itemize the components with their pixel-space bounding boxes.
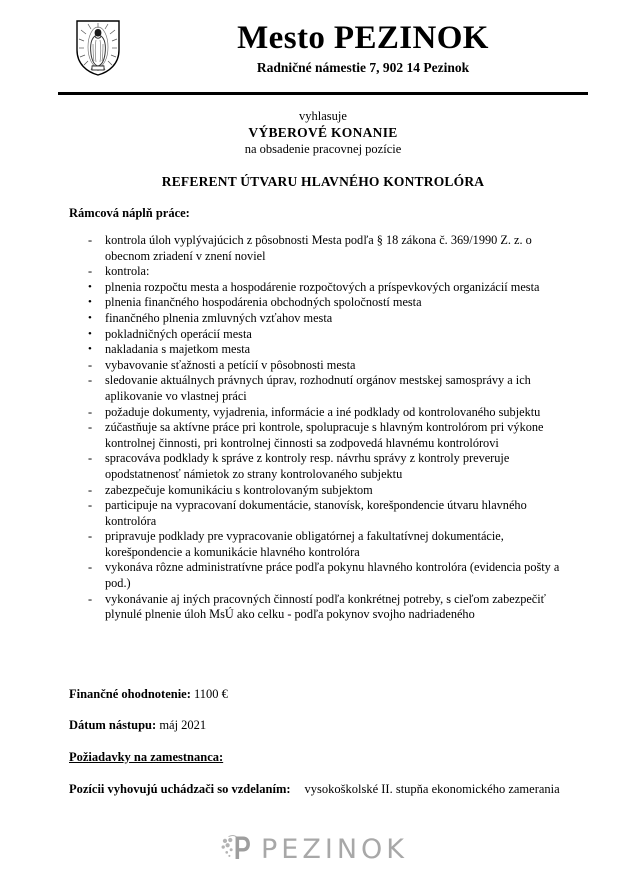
letterhead-text — [138, 18, 588, 77]
announcement-line-2: VÝBEROVÉ KONANIE — [248, 125, 398, 140]
announcement-block — [58, 108, 588, 157]
bullet-marker: • — [88, 311, 92, 324]
duty-item — [69, 311, 569, 327]
duty-text: finančného plnenia zmluvných vzťahov mesta — [105, 310, 333, 325]
duty-item — [69, 451, 569, 482]
requirements-label: Pozícii vyhovujú uchádzači so vzdelaním: — [69, 782, 291, 796]
bullet-marker: • — [88, 327, 92, 340]
dash-marker: - — [88, 482, 93, 497]
dash-marker: - — [88, 233, 93, 247]
duty-text: plnenia rozpočtu mesta a hospodárenie rozpočtových a príspevkových organizácií mesta — [105, 279, 540, 294]
position-title: REFERENT ÚTVARU HLAVNÉHO KONTROLÓRA — [161, 174, 485, 189]
duty-item — [69, 560, 569, 591]
city-title: Mesto PEZINOK — [237, 20, 489, 56]
requirements-heading: Požiadavky na zamestnanca: — [69, 750, 224, 764]
duty-text: pokladničných operácií mesta — [105, 326, 252, 341]
start-date-line — [69, 717, 206, 733]
duty-item — [69, 498, 569, 529]
footer-wordmark: PEZINOK — [261, 834, 408, 865]
dash-marker: - — [88, 498, 93, 513]
duties-list — [69, 233, 569, 623]
duty-item — [69, 405, 569, 421]
bullet-marker: • — [88, 280, 92, 293]
duty-item — [69, 420, 569, 451]
start-date-label: Dátum nástupu: — [69, 718, 157, 732]
requirements-value: vysokoškolské II. stupňa ekonomického zamerania — [304, 782, 560, 796]
duty-item — [69, 373, 569, 404]
duty-text: nakladania s majetkom mesta — [105, 342, 251, 357]
duty-text: vykonávanie aj iných pracovných činností podľa konkrétnej potreby, s cieľom zabezpečiť plynulé plnenie úloh MsÚ ako celku - podľa pokynov svojho nadriadeného — [105, 591, 546, 622]
duty-text: kontrola: — [105, 264, 150, 279]
city-address: Radničné námestie 7, 902 14 Pezinok — [256, 60, 470, 75]
bullet-marker: • — [88, 296, 92, 309]
announcement-line-3: na obsadenie pracovnej pozície — [244, 142, 402, 156]
duty-item — [69, 327, 569, 343]
duty-item — [69, 295, 569, 311]
dash-marker: - — [88, 357, 93, 372]
duty-text: plnenia finančného hospodárenia obchodných spoločností mesta — [105, 295, 422, 310]
dash-marker: - — [88, 560, 93, 575]
duty-item — [69, 280, 569, 296]
requirements-paragraph — [69, 781, 569, 798]
duty-text: participuje na vypracovaní dokumentácie, stanovísk, korešpondencie útvaru hlavného kontrolóra — [105, 498, 527, 528]
pezinok-grape-p-logo-icon — [221, 834, 251, 866]
duties-heading: Rámcová náplň práce: — [69, 206, 190, 220]
start-date-value: máj 2021 — [159, 718, 207, 732]
duty-item — [69, 342, 569, 358]
duty-text: spracováva podklady k správe z kontroly resp. návrhu správy z kontroly preveruje opodstatnenosť námietok zo strany kontrolovaného subjektu — [105, 451, 510, 481]
duty-text: kontrola úloh vyplývajúcich z pôsobnosti Mesta podľa § 18 zákona č. 369/1990 Z. z. o obecnom zriadení v znení noviel — [105, 233, 532, 263]
duty-item — [69, 358, 569, 374]
duty-text: zabezpečuje komunikáciu s kontrolovaným subjektom — [105, 482, 373, 497]
dash-marker: - — [88, 373, 93, 388]
duty-item — [69, 592, 569, 623]
dash-marker: - — [88, 420, 93, 435]
bullet-marker: • — [88, 343, 92, 356]
duty-item — [69, 483, 569, 499]
salary-value: 1100 € — [194, 687, 228, 701]
salary-label: Finančné ohodnotenie: — [69, 687, 191, 701]
duty-text: zúčastňuje sa aktívne práce pri kontrole, spolupracuje s hlavným kontrolórom pri výkone kontrolnej činnosti, pri kontrolnej činnosti sa zodpovedá hlavnému kontrolórovi — [105, 420, 544, 450]
duty-text: požaduje dokumenty, vyjadrenia, informácie a iné podklady od kontrolovaného subjektu — [105, 404, 541, 419]
announcement-line-1: vyhlasuje — [299, 109, 347, 123]
duty-text: sledovanie aktuálnych právnych úprav, rozhodnutí orgánov mestskej samosprávy a ich aplikovanie vo vlastnej práci — [105, 373, 531, 403]
duty-item — [69, 233, 569, 264]
dash-marker: - — [88, 264, 93, 279]
duty-text: vykonáva rôzne administratívne práce podľa pokynu hlavného kontrolóra (evidencia pošty a pod.) — [105, 560, 560, 591]
dash-marker: - — [88, 591, 93, 606]
duty-text: pripravuje podklady pre vypracovanie obligatórnej a fakultatívnej dokumentácie, korešpondencie a komunikácie hlavného kontrolóra — [105, 529, 504, 559]
dash-marker: - — [88, 451, 93, 466]
salary-line — [69, 686, 228, 702]
dash-marker: - — [88, 404, 93, 419]
footer-logo — [0, 834, 629, 866]
pezinok-coat-of-arms-icon — [76, 20, 120, 76]
header-divider — [58, 92, 588, 95]
letterhead — [58, 18, 588, 90]
dash-marker: - — [88, 529, 93, 544]
duty-item — [69, 264, 569, 280]
duty-item — [69, 529, 569, 560]
duty-text: vybavovanie sťažnosti a petícií v pôsobnosti mesta — [105, 357, 356, 372]
